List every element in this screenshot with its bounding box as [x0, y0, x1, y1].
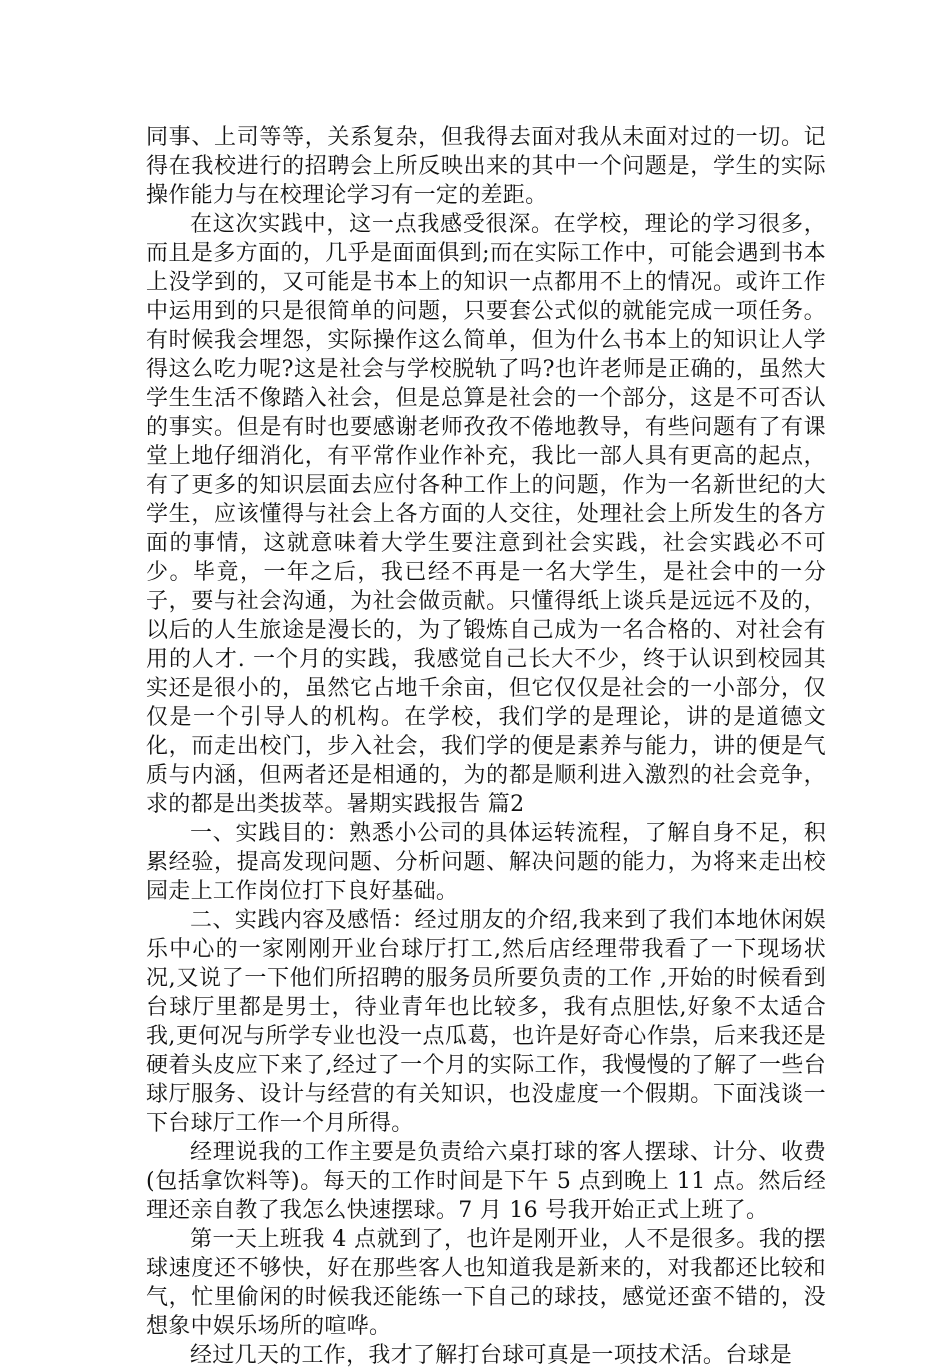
paragraph-6: 第一天上班我 4 点就到了，也许是刚开业，人不是很多。我的摆球速度还不够快，好在那些客人也知道我是新来的，对我都还比较和气，忙里偷闲的时候我还能练一下自己的球技，感觉还蛮不错的，没想象中娱乐场所的喧哗。	[146, 1227, 826, 1339]
paragraph-5: 经理说我的工作主要是负责给六桌打球的客人摆球、计分、收费(包括拿饮料等)。每天的工作时间是下午 5 点到晚上 11 点。然后经理还亲自教了我怎么快速摆球。7 月 16 号我开始正式上班了。	[146, 1140, 826, 1223]
paragraph-1: 同事、上司等等，关系复杂，但我得去面对我从未面对过的一切。记得在我校进行的招聘会上所反映出来的其中一个问题是，学生的实际操作能力与在校理论学习有一定的差距。	[146, 125, 826, 208]
paragraph-4: 二、实践内容及感悟：经过朋友的介绍,我来到了我们本地休闲娱乐中心的一家刚刚开业台球厅打工,然后店经理带我看了一下现场状况,又说了一下他们所招聘的服务员所要负责的工作 ,开始的时候看到台球厅里都是男士，待业青年也比较多，我有点胆怯,好象不太适合我,更何况与所学专业也没一点瓜葛，也许是好奇心作祟，后来我还是硬着头皮应下来了,经过了一个月的实际工作，我慢慢的了解了一些台球厅服务、设计与经营的有关知识，也没虚度一个假期。下面浅谈一下台球厅工作一个月所得。	[146, 908, 826, 1136]
paragraph-2: 在这次实践中，这一点我感受很深。在学校，理论的学习很多，而且是多方面的，几乎是面面俱到;而在实际工作中，可能会遇到书本上没学到的，又可能是书本上的知识一点都用不上的情况。或许工作中运用到的只是很简单的问题，只要套公式似的就能完成一项任务。有时候我会埋怨，实际操作这么简单，但为什么书本上的知识让人学得这么吃力呢?这是社会与学校脱轨了吗?也许老师是正确的，虽然大学生生活不像踏入社会，但是总算是社会的一个部分，这是不可否认的事实。但是有时也要感谢老师孜孜不倦地教导，有些问题有了有课堂上地仔细消化，有平常作业作补充，我比一部人具有更高的起点，有了更多的知识层面去应付各种工作上的问题，作为一名新世纪的大学生，应该懂得与社会上各方面的人交往，处理社会上所发生的各方面的事情，这就意味着大学生要注意到社会实践，社会实践必不可少。毕竟，一年之后，我已经不再是一名大学生，是社会中的一分子，要与社会沟通，为社会做贡献。只懂得纸上谈兵是远远不及的，以后的人生旅途是漫长的，为了锻炼自己成为一名合格的、对社会有用的人才. 一个月的实践，我感觉自己长大不少，终于认识到校园其实还是很小的，虽然它占地千余亩，但它仅仅是社会的一小部分，仅仅是一个引导人的机构。在学校，我们学的是理论，讲的是道德文化，而走出校门，步入社会，我们学的便是素养与能力，讲的便是气质与内涵，但两者还是相通的，为的都是顺利进入激烈的社会竞争，求的都是出类拔萃。暑期实践报告 篇2	[146, 212, 826, 817]
paragraph-7: 经过几天的工作，我才了解打台球可真是一项技术活。台球是	[190, 1343, 793, 1368]
paragraph-3: 一、实践目的：熟悉小公司的具体运转流程，了解自身不足，积累经验，提高发现问题、分析问题、解决问题的能力，为将来走出校园走上工作岗位打下良好基础。	[146, 821, 826, 904]
document-body	[146, 123, 826, 1370]
